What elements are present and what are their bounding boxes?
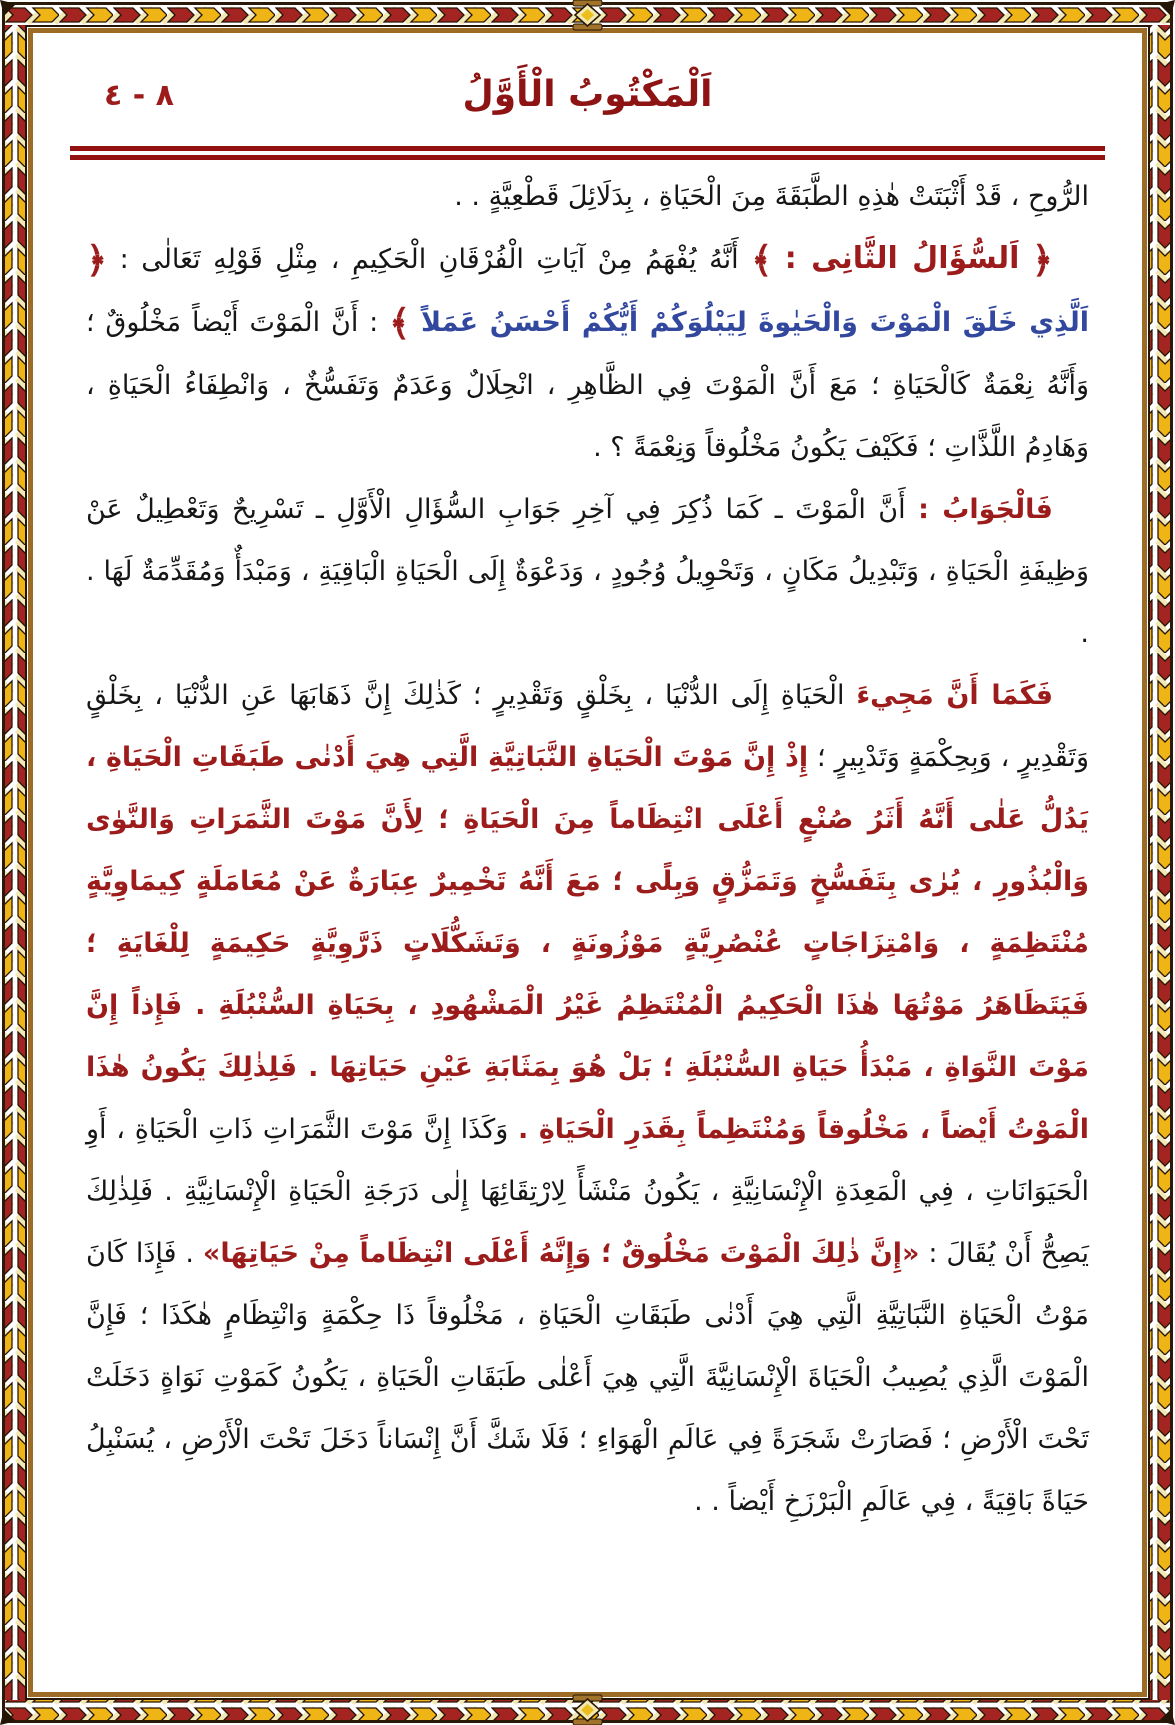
paragraph-explanation	[86, 665, 1089, 1533]
explanation-red-section: إِذْ إِنَّ مَوْتَ الْحَيَاةِ النَّبَاتِيَّةِ الَّتِي هِيَ أَدْنٰى طَبَقَاتِ الْحَيَاةِ ، يَدُلُّ عَلٰى أَنَّهُ أَثَرُ صُنْعٍ أَعْلَى انْتِظَاماً مِنَ الْحَيَاةِ ؛ لِأَنَّ مَوْتَ الثَّمَرَاتِ وَالنَّوٰى وَالْبُذُورِ ، يُرٰى بِتَفَسُّخٍ وَتَمَزُّقٍ وَبِلًى ؛ مَعَ أَنَّهُ تَخْمِيرٌ عِبَارَةٌ عَنْ مُعَامَلَةٍ كِيمَاوِيَّةٍ مُنْتَظِمَةٍ ، وَامْتِزَاجَاتٍ عُنْصُرِيَّةٍ مَوْزُونَةٍ ، وَتَشَكُّلَاتٍ ذَرَّوِيَّةٍ حَكِيمَةٍ لِلْغَايَةِ ؛ فَيَتَظَاهَرُ مَوْتُهَا هٰذَا الْحَكِيمُ الْمُنْتَظِمُ غَيْرُ الْمَشْهُودِ ، بِحَيَاةِ السُّنْبُلَةِ . فَإِذاً إِنَّ مَوْتَ النَّوَاةِ ، مَبْدَأُ حَيَاةِ السُّنْبُلَةِ ؛ بَلْ هُوَ بِمَثَابَةِ عَيْنِ حَيَاتِهَا . فَلِذٰلِكَ يَكُونُ هٰذَا الْمَوْتُ أَيْضاً ، مَخْلُوقاً وَمُنْتَظِماً بِقَدَرِ الْحَيَاةِ .	[86, 742, 1089, 1145]
explanation-segment-2: وَكَذَا إِنَّ مَوْتَ الثَّمَرَاتِ ذَاتِ الْحَيَاةِ ، أَوِ الْحَيَوَانَاتِ ، فِي الْمَعِدَةِ الْإِنْسَانِيَّةِ ، يَكُونُ مَنْشَأً لِارْتِقَائِهَا إِلٰى دَرَجَةِ الْحَيَاةِ الْإِنْسَانِيَّةِ . فَلِذٰلِكَ يَصِحُّ أَنْ يُقَالَ :	[86, 1114, 1089, 1269]
ornate-bracket-open-icon: ﴿	[1031, 240, 1053, 281]
answer-lead: فَالْجَوَابُ :	[918, 494, 1053, 525]
verse-bracket-open-icon: ﴿	[86, 240, 108, 281]
explanation-lead: فَكَمَا أَنَّ مَجِيءَ	[856, 680, 1054, 711]
question-intro-text: أَنَّهُ يُفْهَمُ مِنْ آيَاتِ الْفُرْقَانِ الْحَكِيمِ ، مِثْلِ قَوْلِهِ تَعَالٰى :	[119, 244, 739, 275]
verse-bracket-close-icon: ﴾	[389, 303, 411, 344]
page-header	[86, 74, 1089, 136]
second-question-heading: اَلسُّؤَالُ الثَّانِى :	[784, 241, 1020, 276]
rule-bottom-bar	[70, 155, 1105, 160]
ornate-bracket-close-icon: ﴾	[751, 240, 773, 281]
page-title: اَلْمَكْتُوبُ الْأَوَّلُ	[462, 74, 713, 115]
question-body-text: : أَنَّ الْمَوْتَ أَيْضاً مَخْلُوقٌ ؛ وَأَنَّهُ نِعْمَةٌ كَالْحَيَاةِ ؛ مَعَ أَنَّ الْمَوْتَ فِي الظَّاهِرِ ، انْحِلَالٌ وَعَدَمٌ وَتَفَسُّخٌ ، وَانْطِفَاءُ الْحَيَاةِ ، وَهَادِمُ اللَّذَّاتِ ؛ فَكَيْفَ يَكُونُ مَخْلُوقاً وَنِعْمَةً ؟ .	[86, 307, 1089, 463]
page-content	[32, 32, 1143, 1693]
paragraph-second-question	[86, 228, 1089, 479]
explanation-quote: «إِنَّ ذٰلِكَ الْمَوْتَ مَخْلُوقٌ ؛ وَإِنَّهُ أَعْلَى انْتِظَاماً مِنْ حَيَاتِهَا»	[202, 1238, 920, 1269]
header-double-rule	[70, 146, 1105, 160]
answer-body-text: أَنَّ الْمَوْتَ ـ كَمَا ذُكِرَ فِي آخِرِ جَوَابِ السُّؤَالِ الْأَوَّلِ ـ تَسْرِيحٌ وَتَعْطِيلٌ عَنْ وَظِيفَةِ الْحَيَاةِ ، وَتَبْدِيلُ مَكَانٍ ، وَتَحْوِيلُ وُجُودٍ ، وَدَعْوَةٌ إِلَى الْحَيَاةِ الْبَاقِيَةِ ، وَمَبْدَأٌ وَمُقَدِّمَةٌ لَهَا . .	[86, 494, 1089, 649]
body-text	[86, 166, 1089, 1533]
page-number: ٨ - ٤	[104, 78, 174, 113]
paragraph-continuation	[86, 166, 1089, 228]
explanation-segment-3: . فَإِذَا كَانَ مَوْتُ الْحَيَاةِ النَّبَاتِيَّةِ الَّتِي هِيَ أَدْنٰى طَبَقَاتِ الْحَيَاةِ ، مَخْلُوقاً ذَا حِكْمَةٍ وَانْتِظَامٍ هٰكَذَا ؛ فَإِنَّ الْمَوْتَ الَّذِي يُصِيبُ الْحَيَاةَ الْإِنْسَانِيَّةَ الَّتِي هِيَ أَعْلٰى طَبَقَاتِ الْحَيَاةِ ، يَكُونُ كَمَوْتِ نَوَاةٍ دَخَلَتْ تَحْتَ الْأَرْضِ ؛ فَصَارَتْ شَجَرَةً فِي عَالَمِ الْهَوَاءِ ؛ فَلَا شَكَّ أَنَّ إِنْسَاناً دَخَلَ تَحْتَ الْأَرْضِ ، يُسَنْبِلُ حَيَاةً بَاقِيَةً ، فِي عَالَمِ الْبَرْزَخِ أَيْضاً . .	[86, 1238, 1089, 1517]
paragraph-answer	[86, 479, 1089, 665]
paragraph-continuation-text: الرُّوحِ ، قَدْ أَثْبَتَتْ هٰذِهِ الطَّبَقَةَ مِنَ الْحَيَاةِ ، بِدَلَائِلَ قَطْعِيَّةٍ . .	[454, 181, 1089, 212]
quran-verse: اَلَّذِي خَلَقَ الْمَوْتَ وَالْحَيٰوةَ لِيَبْلُوَكُمْ أَيُّكُمْ أَحْسَنُ عَمَلاً	[421, 307, 1089, 338]
explanation-segment-1: الْحَيَاةِ إِلَى الدُّنْيَا ، بِخَلْقٍ وَتَقْدِيرٍ ؛ كَذٰلِكَ إِنَّ ذَهَابَهَا عَنِ الدُّنْيَا ، بِخَلْقٍ وَتَقْدِيرٍ ، وَبِحِكْمَةٍ وَتَدْبِيرٍ ؛	[86, 680, 1089, 773]
